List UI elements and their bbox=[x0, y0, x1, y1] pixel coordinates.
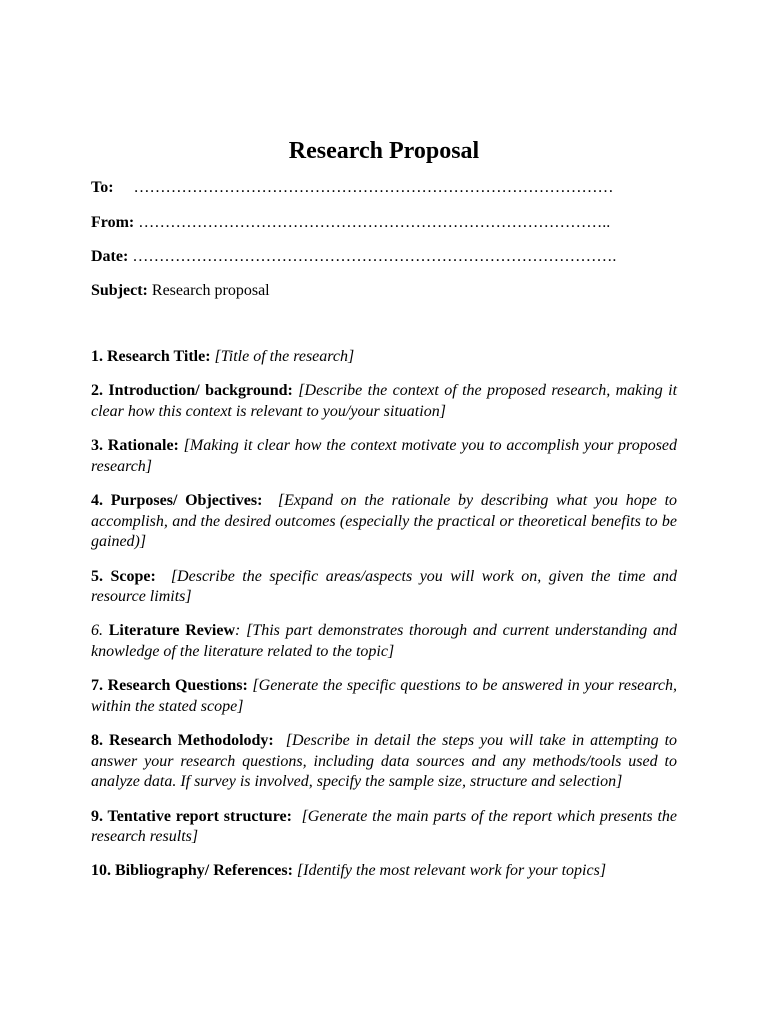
section-description: [Describe the specific areas/aspects you will work on, given the time and resource limits] bbox=[91, 567, 678, 606]
section-label: Tentative report structure: bbox=[107, 807, 292, 825]
section-number: 9. bbox=[91, 807, 103, 825]
section-number: 8. bbox=[91, 732, 103, 750]
from-label: From: bbox=[91, 214, 135, 231]
section-scope bbox=[91, 567, 677, 608]
section-number: 2. bbox=[91, 382, 103, 400]
section-label: Rationale: bbox=[107, 437, 179, 455]
section-description: [Describe in detail the steps you will take in attempting to answer your research questions, including data sources and any methods/tools used to analyze data. If survey is involved, specify the sample size, structure and selection] bbox=[91, 732, 678, 791]
subject-line bbox=[91, 281, 270, 301]
section-description: [Title of the research] bbox=[214, 348, 355, 365]
section-label: Bibliography/ References: bbox=[115, 862, 293, 880]
section-label: Purposes/ Objectives: bbox=[110, 492, 263, 510]
section-literature-review bbox=[91, 621, 677, 662]
section-description: [Expand on the rationale by describing what you hope to accomplish, and the desired outcomes (especially the practical or theoretical benefits to be gained)] bbox=[91, 492, 678, 551]
section-number: 1. bbox=[91, 348, 103, 365]
section-description: [Making it clear how the context motivate you to accomplish your proposed research] bbox=[91, 437, 678, 475]
from-line bbox=[91, 213, 610, 233]
date-line bbox=[91, 247, 616, 267]
section-objectives bbox=[91, 491, 677, 553]
from-value: …………………………………………………………………………….. bbox=[138, 214, 611, 231]
subject-value: Research proposal bbox=[151, 282, 270, 299]
section-label: Scope: bbox=[110, 567, 156, 585]
section-number: 4. bbox=[91, 492, 103, 510]
section-description: : [This part demonstrates thorough and current understanding and knowledge of the literature related to the topic] bbox=[91, 622, 678, 660]
section-description: [Identify the most relevant work for your topics] bbox=[296, 862, 607, 880]
date-label: Date: bbox=[91, 248, 129, 265]
section-number: 5. bbox=[91, 567, 103, 585]
section-number: 10. bbox=[91, 862, 111, 880]
section-description: [Describe the context of the proposed research, making it clear how this context is relevant to you/your situation] bbox=[91, 382, 678, 420]
subject-label: Subject: bbox=[91, 282, 148, 299]
section-research-title bbox=[91, 347, 677, 368]
section-report-structure bbox=[91, 807, 677, 848]
to-line bbox=[91, 178, 614, 198]
section-number: 3. bbox=[91, 437, 103, 455]
section-label: Research Questions: bbox=[107, 677, 248, 695]
section-description: [Generate the specific questions to be answered in your research, within the stated scope] bbox=[91, 677, 678, 715]
section-label: Research Title: bbox=[107, 348, 211, 365]
section-number: 7. bbox=[91, 677, 103, 695]
section-methodology bbox=[91, 731, 677, 793]
section-label: Literature Review bbox=[108, 622, 236, 640]
section-introduction bbox=[91, 381, 677, 422]
section-label: Research Methodolody: bbox=[108, 732, 274, 750]
date-value: ………………………………………………………………………………. bbox=[132, 248, 617, 265]
section-research-questions bbox=[91, 676, 677, 717]
document-title: Research Proposal bbox=[288, 138, 480, 164]
section-label: Introduction/ background: bbox=[108, 382, 293, 400]
to-label: To: bbox=[91, 179, 114, 196]
section-bibliography bbox=[91, 861, 677, 882]
section-description: [Generate the main parts of the report which presents the research results] bbox=[91, 807, 678, 846]
section-rationale bbox=[91, 436, 677, 477]
to-value: ……………………………………………………………………………… bbox=[133, 179, 614, 196]
section-number: 6. bbox=[91, 622, 103, 640]
proposal-sections bbox=[91, 347, 677, 896]
